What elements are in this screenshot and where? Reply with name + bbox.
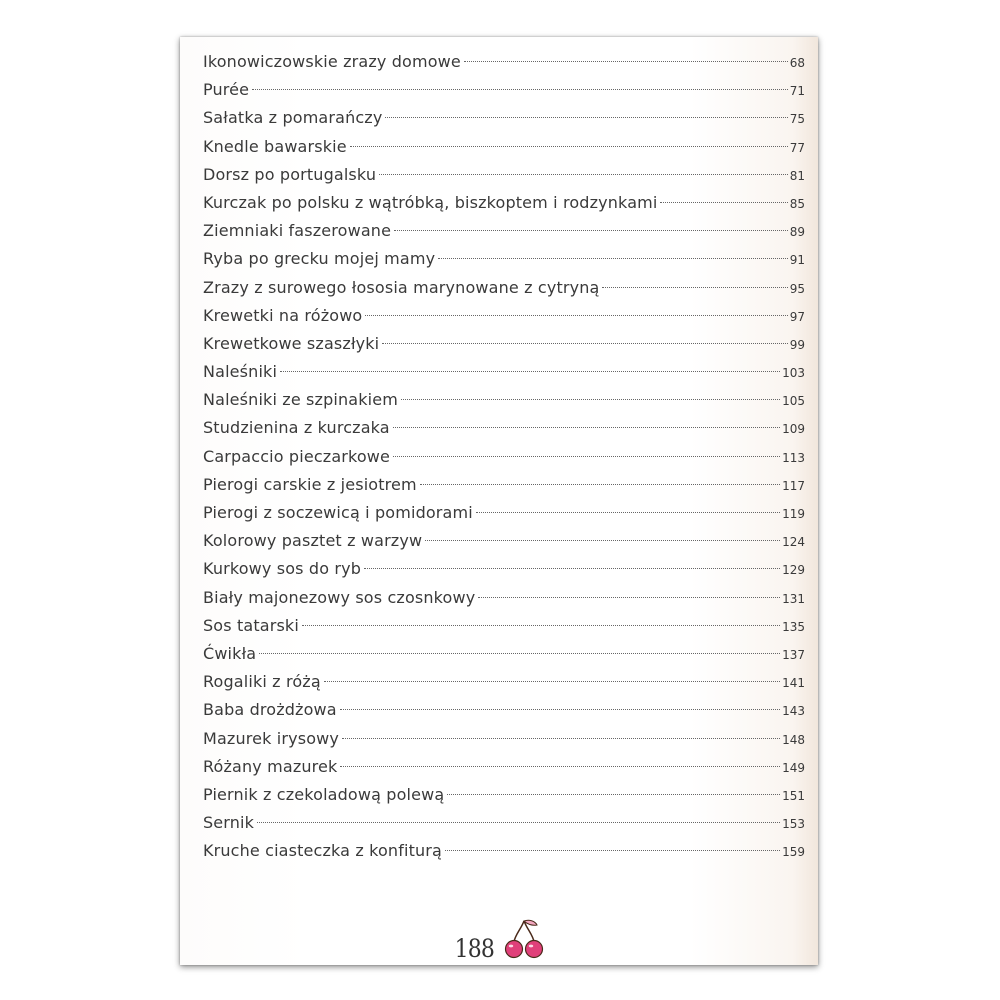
dot-leader xyxy=(445,849,780,851)
toc-entry-page: 159 xyxy=(782,845,805,860)
toc-entry-title: Piernik z czekoladową polewą xyxy=(203,784,445,804)
toc-entry-title: Sos tatarski xyxy=(203,615,299,635)
dot-leader xyxy=(425,539,780,541)
toc-entry xyxy=(203,527,805,555)
toc-entry-page: 68 xyxy=(789,56,805,70)
dot-leader xyxy=(393,426,780,428)
toc-entry xyxy=(203,640,805,668)
dot-leader xyxy=(447,793,780,795)
toc-entry xyxy=(203,725,805,753)
toc-entry-page: 81 xyxy=(789,168,805,183)
toc-entry-title: Dorsz po portugalsku xyxy=(203,164,377,184)
toc-entry xyxy=(203,358,805,386)
dot-leader xyxy=(382,342,787,344)
toc-entry-title: Pierogi carskie z jesiotrem xyxy=(203,474,417,494)
toc-entry xyxy=(203,217,805,245)
toc-entry-title: Sernik xyxy=(203,813,255,833)
toc-entry xyxy=(203,274,805,302)
toc-entry-page: 71 xyxy=(789,84,805,99)
toc-entry-title: Sałatka z pomarańczy xyxy=(203,108,383,128)
dot-leader xyxy=(478,596,780,598)
toc-entry-title: Pierogi z soczewicą i pomidorami xyxy=(203,503,473,522)
toc-entry xyxy=(203,386,805,414)
toc-entry-title: Kolorowy pasztet z warzyw xyxy=(203,531,423,551)
dot-leader xyxy=(438,257,788,259)
toc-entry xyxy=(203,330,805,358)
dot-leader xyxy=(602,286,787,288)
toc-entry-title: Naleśniki xyxy=(203,362,278,382)
dot-leader xyxy=(302,624,780,626)
dot-leader xyxy=(342,737,780,739)
toc-entry-title: Ziemniaki faszerowane xyxy=(203,221,392,241)
toc-entry xyxy=(203,837,805,865)
toc-entry xyxy=(203,668,805,696)
toc-entry-page: 91 xyxy=(789,253,805,268)
toc-entry-page: 124 xyxy=(782,535,805,550)
toc-entry-title: Biały majonezowy sos czosnkowy xyxy=(203,587,476,607)
dot-leader xyxy=(324,680,780,682)
toc-entry xyxy=(203,443,805,471)
dot-leader xyxy=(340,765,780,767)
cherry-icon xyxy=(502,917,546,961)
toc-entry xyxy=(203,104,805,132)
toc-entry-title: Rogaliki z różą xyxy=(203,672,321,692)
dot-leader xyxy=(394,229,788,231)
dot-leader xyxy=(476,511,780,513)
dot-leader xyxy=(280,370,780,372)
toc-entry-title: Ćwikła xyxy=(203,643,257,663)
toc-entry xyxy=(203,499,805,527)
toc-entry xyxy=(203,414,805,442)
toc-entry xyxy=(203,245,805,273)
toc-entry xyxy=(203,809,805,837)
toc-entry-page: 113 xyxy=(782,450,805,465)
toc-entry-page: 137 xyxy=(782,647,805,662)
toc-entry-page: 75 xyxy=(789,112,805,127)
toc-entry-page: 149 xyxy=(782,760,805,775)
toc-entry-title: Knedle bawarskie xyxy=(203,136,347,156)
toc-entry-title: Różany mazurek xyxy=(203,756,338,776)
toc-entry-title: Kurkowy sos do ryb xyxy=(203,559,362,579)
book-page xyxy=(180,37,818,965)
page-number: 188 xyxy=(454,934,494,963)
toc-entry xyxy=(203,555,805,583)
toc-entry-page: 109 xyxy=(782,422,805,437)
toc-entry-title: Baba drożdżowa xyxy=(203,700,337,720)
toc-entry-page: 135 xyxy=(782,619,805,634)
page-footer xyxy=(180,917,818,961)
dot-leader xyxy=(259,652,780,654)
toc-entry xyxy=(203,471,805,499)
dot-leader xyxy=(401,398,780,400)
toc-entry xyxy=(203,48,805,76)
dot-leader xyxy=(364,567,780,569)
toc-entry xyxy=(203,133,805,161)
toc-entry-page: 99 xyxy=(789,337,805,352)
toc-entry-title: Carpaccio pieczarkowe xyxy=(203,446,391,466)
toc-entry-page: 119 xyxy=(782,507,805,521)
dot-leader xyxy=(252,88,788,90)
toc-entry-title: Purée xyxy=(203,80,250,100)
toc-entry-page: 85 xyxy=(789,196,805,211)
toc-entry xyxy=(203,753,805,781)
toc-entry-title: Mazurek irysowy xyxy=(203,728,339,748)
toc-entry-page: 95 xyxy=(789,281,805,296)
dot-leader xyxy=(393,455,780,457)
dot-leader xyxy=(379,173,788,175)
toc-entry-title: Naleśniki ze szpinakiem xyxy=(203,390,398,410)
toc-entry-page: 117 xyxy=(782,478,805,493)
toc-entry xyxy=(203,302,805,330)
dot-leader xyxy=(350,145,788,147)
toc-entry-title: Ryba po grecku mojej mamy xyxy=(203,249,436,269)
dot-leader xyxy=(340,708,780,710)
table-of-contents xyxy=(203,48,805,865)
toc-entry xyxy=(203,76,805,104)
toc-entry xyxy=(203,161,805,189)
dot-leader xyxy=(420,483,780,485)
toc-entry-title: Zrazy z surowego łososia marynowane z cytryną xyxy=(203,277,600,297)
dot-leader xyxy=(257,821,780,823)
toc-entry-page: 105 xyxy=(782,394,805,409)
dot-leader xyxy=(464,60,788,62)
toc-entry-title: Studzienina z kurczaka xyxy=(203,418,390,438)
toc-entry-page: 153 xyxy=(782,817,805,832)
toc-entry-page: 77 xyxy=(789,140,805,155)
toc-entry-title: Kurczak po polsku z wątróbką, biszkoptem i rodzynkami xyxy=(203,192,658,212)
toc-entry-title: Krewetkowe szaszłyki xyxy=(203,333,380,353)
toc-entry-title: Krewetki na różowo xyxy=(203,305,363,325)
dot-leader xyxy=(385,116,787,118)
toc-entry-page: 97 xyxy=(789,309,805,324)
toc-entry-title: Ikonowiczowskie zrazy domowe xyxy=(203,52,461,71)
toc-entry-page: 103 xyxy=(782,366,805,381)
toc-entry-page: 131 xyxy=(782,591,805,606)
toc-entry xyxy=(203,189,805,217)
dot-leader xyxy=(660,201,787,203)
toc-entry xyxy=(203,696,805,724)
toc-entry-page: 89 xyxy=(789,225,805,240)
dot-leader xyxy=(365,314,787,316)
toc-entry xyxy=(203,584,805,612)
toc-entry xyxy=(203,612,805,640)
toc-entry-page: 143 xyxy=(782,704,805,719)
toc-entry xyxy=(203,781,805,809)
toc-entry-page: 148 xyxy=(782,732,805,747)
toc-entry-page: 151 xyxy=(782,788,805,803)
toc-entry-page: 141 xyxy=(782,676,805,691)
toc-entry-page: 129 xyxy=(782,563,805,578)
toc-entry-title: Kruche ciasteczka z konfiturą xyxy=(203,841,442,861)
